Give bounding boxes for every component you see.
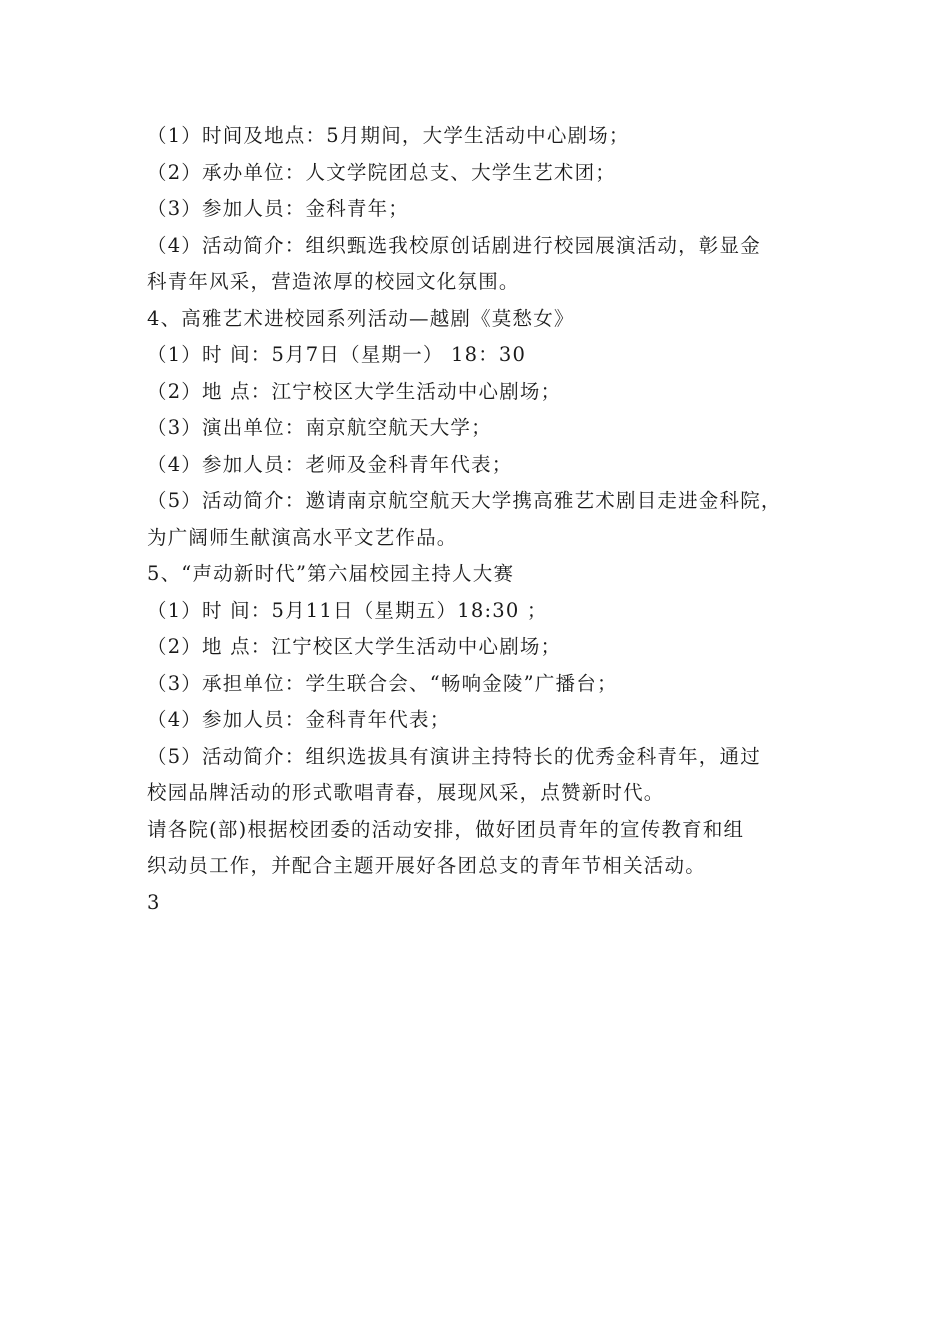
text-line: （4）参加人员：金科青年代表； [147, 708, 451, 731]
text-line: （2）地 点：江宁校区大学生活动中心剧场； [147, 635, 562, 658]
text-line: （1）时 间：5月7日（星期一） 18：30 [147, 343, 527, 366]
text-line: （3）参加人员：金科青年； [147, 197, 410, 220]
text-line: （2）承办单位：人文学院团总支、大学生艺术团； [147, 160, 617, 184]
section-heading: 5、“声动新时代”第六届校园主持人大赛 [147, 562, 515, 585]
section-heading: 4、高雅艺术进校园系列活动—越剧《莫愁女》 [147, 306, 575, 330]
text-line: （3）演出单位：南京航空航天大学； [147, 416, 492, 439]
text-line: 校园品牌活动的形式歌唱青春，展现风采，点赞新时代。 [147, 781, 665, 804]
page-number: 3 [147, 890, 161, 914]
text-line: 织动员工作，并配合主题开展好各团总支的青年节相关活动。 [147, 854, 706, 877]
text-line: （1）时 间：5月11日（星期五）18:30 ； [147, 598, 548, 622]
text-line: （4）活动简介：组织甄选我校原创话剧进行校园展演活动，彰显金 [147, 233, 761, 257]
text-line: （5）活动简介：组织选拔具有演讲主持特长的优秀金科青年，通过 [147, 744, 761, 768]
text-line: （5）活动简介：邀请南京航空航天大学携高雅艺术剧目走进金科院， [147, 489, 782, 512]
text-line: （1）时间及地点：5月期间，大学生活动中心剧场； [147, 124, 630, 147]
text-line: （4）参加人员：老师及金科青年代表； [147, 452, 513, 476]
text-line: （3）承担单位：学生联合会、“畅响金陵”广播台； [147, 671, 618, 695]
text-line: 科青年风采，营造浓厚的校园文化氛围。 [147, 270, 520, 293]
document-body [147, 118, 847, 921]
text-line: （2）地 点：江宁校区大学生活动中心剧场； [147, 379, 562, 403]
text-line: 请各院(部)根据校团委的活动安排，做好团员青年的宣传教育和组 [147, 817, 745, 841]
text-line: 为广阔师生献演高水平文艺作品。 [147, 525, 458, 549]
